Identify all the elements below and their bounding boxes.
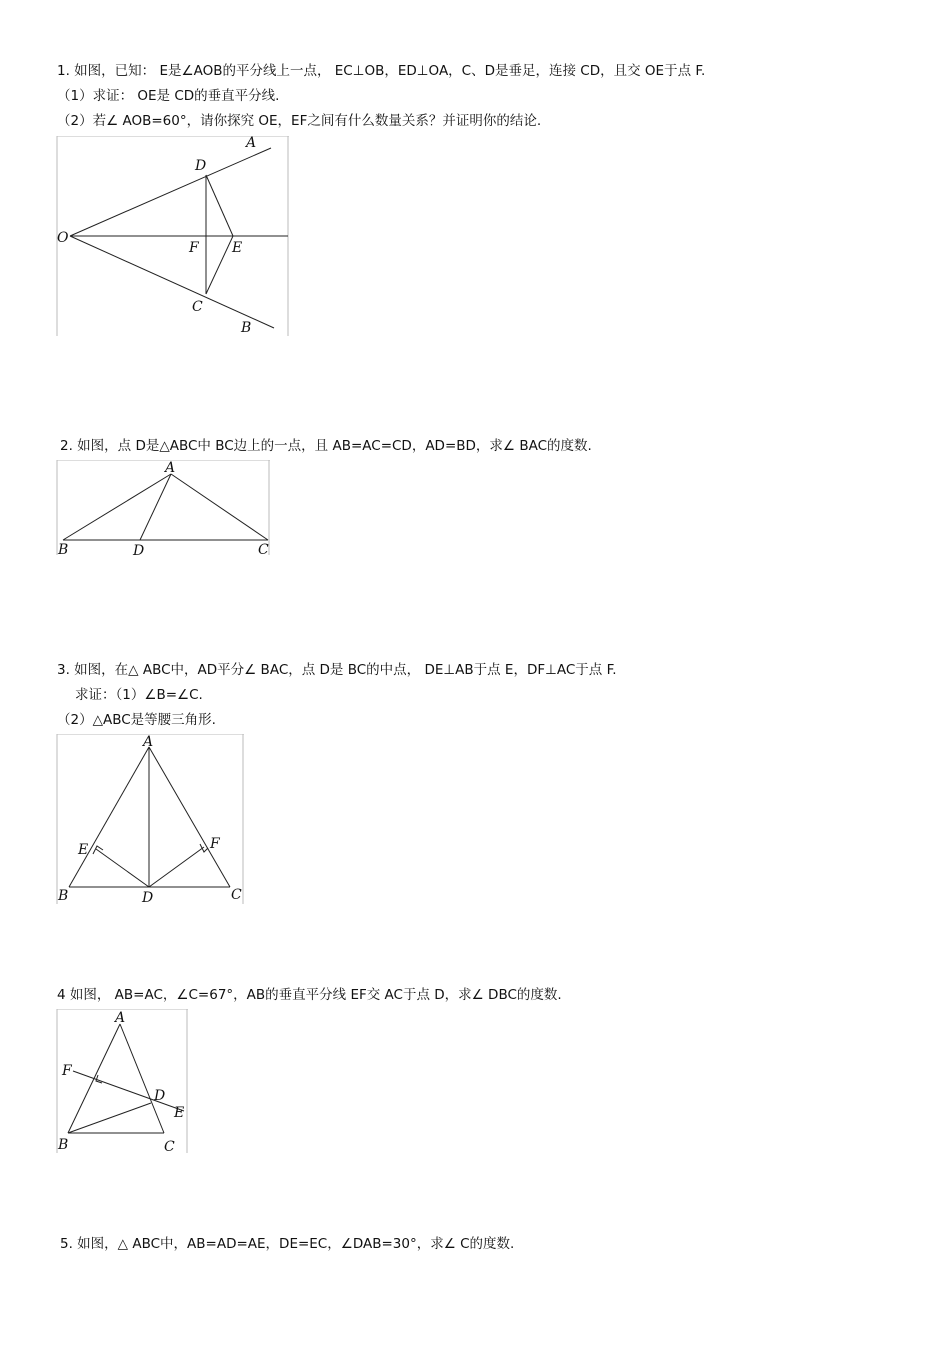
problem-2-statement: 2. 如图，点 D是△ABC中 BC边上的一点，且 AB=AC=CD，AD=BD，求∠ BAC的度数. — [60, 438, 592, 454]
label-e: E — [232, 240, 243, 256]
label-c: C — [192, 299, 203, 315]
problem-4-statement: 4 如图， AB=AC，∠C=67°，AB的垂直平分线 EF交 AC于点 D，求∠ DBC的度数. — [57, 987, 562, 1003]
problem-3-figure — [56, 734, 246, 906]
label-e: E — [78, 842, 89, 858]
label-d: D — [195, 158, 207, 174]
label-a: A — [143, 734, 154, 750]
label-f: F — [210, 836, 220, 852]
label-b: B — [58, 1137, 69, 1153]
label-f: F — [189, 240, 199, 256]
problem-1-figure — [56, 136, 291, 336]
problem-3-statement: 3. 如图，在△ ABC中，AD平分∠ BAC，点 D是 BC的中点， DE⊥AB于点 E，DF⊥AC于点 F. — [57, 662, 617, 678]
label-e: E — [174, 1105, 185, 1121]
problem-3-part-1: 求证：（1）∠B=∠C. — [75, 687, 203, 703]
label-b: B — [58, 888, 69, 904]
problem-1-part-1: （1）求证： OE是 CD的垂直平分线. — [57, 88, 280, 104]
label-d: D — [142, 890, 154, 906]
problem-2-figure — [56, 460, 272, 560]
label-o: O — [57, 230, 69, 246]
problem-5-statement: 5. 如图，△ ABC中，AB=AD=AE，DE=EC，∠DAB=30°，求∠ C的度数. — [60, 1236, 515, 1252]
label-c: C — [258, 542, 269, 558]
problem-1-statement: 1. 如图，已知： E是∠AOB的平分线上一点， EC⊥OB，ED⊥OA，C、D是垂足，连接 CD，且交 OE于点 F. — [57, 63, 706, 79]
label-a: A — [165, 460, 176, 476]
label-c: C — [231, 887, 242, 903]
label-f: F — [62, 1063, 72, 1079]
problem-1-part-2: （2）若∠ AOB=60°，请你探究 OE，EF之间有什么数量关系？并证明你的结论. — [57, 113, 542, 129]
label-b: B — [241, 320, 252, 336]
label-a: A — [115, 1010, 126, 1026]
label-d: D — [133, 543, 145, 559]
label-d: D — [154, 1088, 166, 1104]
problem-3-part-2: （2）△ABC是等腰三角形. — [57, 712, 216, 728]
label-c: C — [164, 1139, 175, 1155]
problem-4-figure — [56, 1009, 190, 1155]
label-a: A — [246, 136, 257, 151]
label-b: B — [58, 542, 69, 558]
